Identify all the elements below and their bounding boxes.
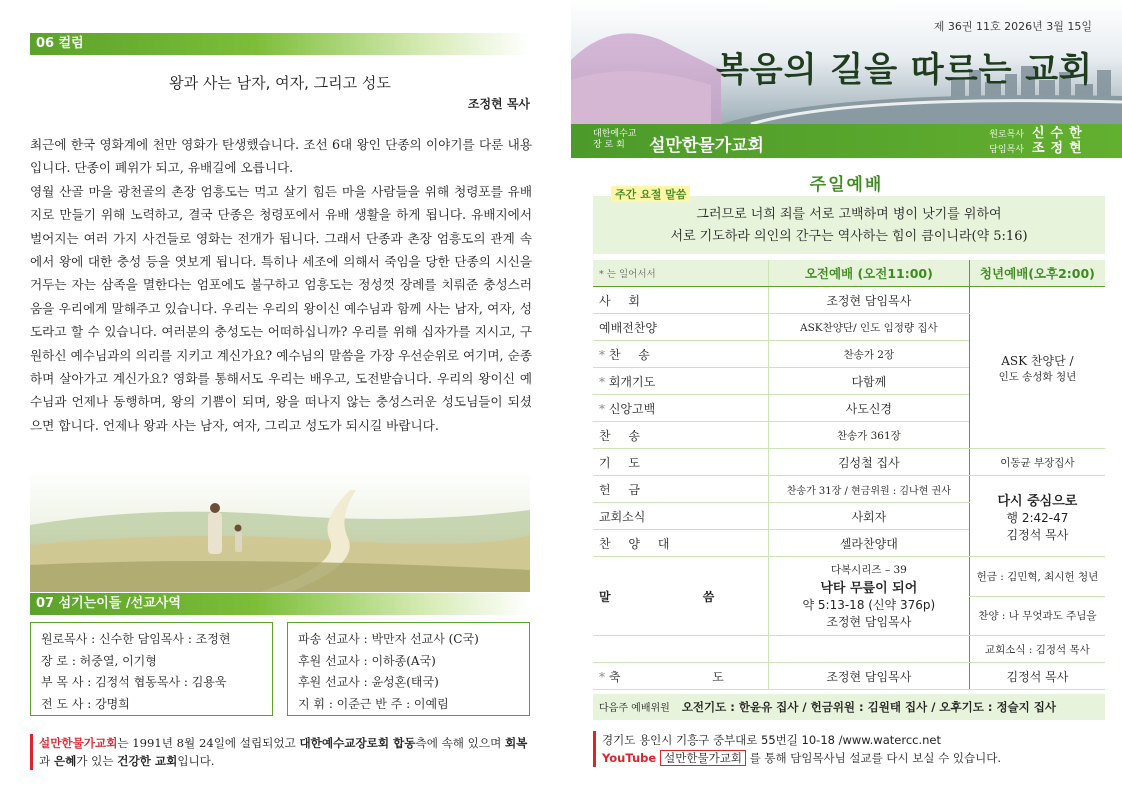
mission-row: 지 휘 : 이준근 반 주 : 이예림 — [298, 696, 449, 711]
staff-row: 전 도 사 : 강명희 — [41, 696, 130, 711]
order-label: 교회소식 — [599, 509, 646, 524]
am-cell: 찬송가 31장 / 현금위원 : 김나현 권사 — [768, 476, 969, 503]
next-week-text: 오전기도 : 한윤유 집사 / 헌금위원 : 김원태 집사 / 오후기도 : 정슬지 집사 — [681, 700, 1056, 714]
church-intro — [30, 734, 530, 770]
pastors — [989, 127, 1092, 157]
intro-text: 는 1991년 8월 24일에 설립되었고 — [117, 736, 300, 750]
order-label: 신앙고백 — [608, 401, 656, 416]
stand-mark: * — [599, 347, 605, 362]
column-title: 왕과 사는 남자, 여자, 그리고 성도 — [169, 74, 391, 92]
denom-line: 대한예수교 — [593, 129, 637, 139]
pm-sermon-preacher: 김정석 목사 — [1006, 527, 1069, 542]
stand-mark: * — [599, 669, 605, 684]
pm-prayer: 이동균 부장집사 — [969, 449, 1105, 476]
am-cell: 김성철 집사 — [768, 449, 969, 476]
next-week-bar — [593, 694, 1105, 720]
order-label: 헌 금 — [599, 482, 647, 497]
verse-label: 주간 요절 말씀 — [611, 186, 690, 202]
pm-line: ASK 찬양단 / — [1001, 353, 1074, 368]
staff-section-header: 07 섬기는이들 /선교사역 — [30, 593, 530, 615]
table-row — [593, 663, 1105, 690]
staff-row: 장 로 : 허중열, 이기형 — [41, 653, 157, 668]
table-row — [593, 449, 1105, 476]
am-cell: 셀라찬양대 — [768, 530, 969, 557]
keyword-restore: 회복 — [504, 736, 528, 750]
column-section-header: 06 컬럼 — [30, 33, 530, 55]
keyword-grace: 은혜 — [53, 754, 77, 768]
intro-text: 가 있는 — [76, 754, 118, 768]
staff-box — [30, 622, 273, 716]
pm-benediction: 김정석 목사 — [969, 663, 1105, 690]
sermon-cell — [768, 557, 969, 636]
sermon-title: 낙타 무릎이 되어 — [820, 581, 918, 596]
pastor-name: 조정현 — [1032, 141, 1088, 156]
pm-offering: 헌금 : 김민혁, 최시헌 청년 — [969, 557, 1105, 597]
next-week-label: 다음주 예배위원 — [599, 703, 670, 714]
order-label: 기 도 — [599, 455, 647, 470]
issue-info: 제 36권 11호 2026년 3월 15일 — [933, 20, 1092, 33]
pm-news: 교회소식 : 김정석 목사 — [969, 636, 1105, 663]
staff-row: 부 목 사 : 김정석 협동목사 : 김용욱 — [41, 675, 227, 689]
youtube-channel-link[interactable]: 설만한물가교회 — [660, 750, 746, 766]
verse-line: 서로 기도하라 의인의 간구는 역사하는 힘이 큼이니라(약 5:16) — [670, 229, 1028, 244]
column-paragraph: 최근에 한국 영화계에 천만 영화가 탄생했습니다. 조선 6대 왕인 단종의 이야기를 다룬 내용입니다. 단종이 폐위가 되고, 유배길에 오릅니다. — [30, 137, 532, 176]
contact-info — [593, 731, 1105, 767]
mission-box — [287, 622, 530, 716]
field-illustration — [30, 470, 530, 592]
church-bar — [571, 124, 1122, 158]
stand-mark: * — [599, 374, 605, 389]
youtube-text: 를 통해 담임목사님 설교를 다시 보실 수 있습니다. — [749, 751, 1002, 765]
address: 경기도 용인시 기흥구 중부대로 55번길 10-18 /www.watercc.net — [602, 733, 941, 747]
column-body — [30, 133, 532, 437]
table-row — [593, 287, 1105, 314]
worship-title: 주일예배 — [809, 175, 884, 195]
order-label: 말 씀 — [599, 589, 759, 604]
column-author: 조정현 목사 — [467, 97, 530, 111]
staff-row: 원로목사 : 신수한 담임목사 : 조정현 — [41, 632, 231, 646]
am-cell: ASK찬양단/ 인도 임정량 집사 — [768, 314, 969, 341]
am-header: 오전예배 (오전11:00) — [768, 260, 969, 287]
denom-line: 장 로 회 — [593, 140, 625, 150]
sermon-series: 다복시리즈 – 39 — [830, 564, 907, 576]
pm-sermon-title: 다시 중심으로 — [997, 493, 1078, 509]
pm-line: 인도 송성화 청년 — [998, 370, 1077, 383]
order-label: 찬 송 — [599, 428, 647, 443]
intro-text: 입니다. — [177, 754, 215, 768]
right-page — [571, 0, 1122, 793]
keyword-healthy: 건강한 교회 — [117, 754, 178, 768]
denomination-label — [593, 129, 636, 151]
am-cell: 다함께 — [768, 368, 969, 395]
table-header — [593, 260, 1105, 287]
church-name: 설만한물가교회 — [649, 136, 764, 156]
column-paragraph: 영월 산골 마을 광천골의 촌장 엄흥도는 먹고 살기 힘든 마을 사람들을 위해 청령포를 유배지로 만들기 위해 노력하고, 결국 단종은 청령포에서 유배 생활을 하게 됩니다. 유배지에서 벌어지는 여러 가지 사건들로 영화는 전개가 됩니다. 그래서 단종과 촌장 엄흥도의 관계 속에서 왕에 대한 충성 등을 엿보게 됩니다. 특히나 세조에 의해서 죽임을 당한 단종의 시신을 거두는 자는 삼족을 멸한다는 엄포에도 불구하고 엄흥도는 정성껏 장례를 치뤄준 충성스러움을 우리에게 말해주고 있습니다. 우리는 우리의 왕이신 예수님과 함께 사는 남자, 여자, 성도라고 할 수 있습니다. 여러분의 충성도는 어떠하십니까? 우리를 위해 십자가를 지시고, 구원하신 예수님과의 의리를 지키고 계신가요? 예수님의 말씀을 가장 우선순위로 여기며, 순종하며 살아가고 계신가요? 영화를 통해서도 우리는 배우고, 도전받습니다. 우리의 왕이신 예수님과 언제나 동행하며, 왕의 기쁨이 되며, 왕을 떠나지 않는 충성스러운 성도님들이 되셨으면 합니다. 언제나 왕과 사는 남자, 여자, 그리고 성도가 되시길 바랍니다. — [30, 183, 532, 433]
pastor-title: 담임목사 — [989, 145, 1024, 155]
am-cell: 찬송가 361장 — [768, 422, 969, 449]
am-cell: 사도신경 — [768, 395, 969, 422]
pm-header: 청년예배(오후2:00) — [969, 260, 1105, 287]
stand-mark: * — [599, 401, 605, 416]
am-cell: 사회자 — [768, 503, 969, 530]
sermon-preacher: 조정현 담임목사 — [826, 615, 912, 629]
table-row — [593, 636, 1105, 663]
sermon-ref: 약 5:13-18 (신약 376p) — [802, 598, 936, 612]
mission-row: 파송 선교사 : 박만자 선교사 (C국) — [298, 632, 479, 646]
order-label: 축 도 — [608, 669, 768, 684]
church-name: 설만한물가교회 — [39, 736, 118, 750]
mission-row: 후원 선교사 : 윤성혼(태국) — [298, 675, 439, 689]
order-label: 사 회 — [599, 293, 647, 308]
pm-praise-song: 찬양 : 나 무엇과도 주님을 — [969, 596, 1105, 636]
pastor-name: 신수한 — [1032, 126, 1088, 141]
order-label: 예배전찬양 — [599, 320, 657, 335]
service-table — [593, 260, 1105, 690]
am-cell: 조정현 담임목사 — [768, 287, 969, 314]
pm-sermon-ref: 행 2:42-47 — [1006, 510, 1069, 525]
table-row — [593, 476, 1105, 503]
mission-row: 후원 선교사 : 이하종(A국) — [298, 653, 436, 668]
youtube-logo-icon: YouTube — [602, 751, 657, 765]
landscape-image — [30, 470, 530, 592]
pm-praise — [969, 287, 1105, 449]
pm-sermon — [969, 476, 1105, 557]
intro-text: 측에 속해 있으며 — [415, 736, 505, 750]
pastor-title: 원로목사 — [989, 130, 1024, 140]
verse-line: 그러므로 너희 죄를 서로 고백하며 병이 낫기를 위하여 — [696, 207, 1002, 222]
stand-note: * 는 일어서서 — [593, 260, 768, 287]
bulletin-title: 복음의 길을 따르는 교회 — [716, 50, 1093, 90]
denomination: 대한예수교장로회 합동 — [299, 736, 416, 750]
order-label: 찬 송 — [608, 347, 657, 362]
am-cell: 찬송가 2장 — [768, 341, 969, 368]
weekly-verse — [593, 196, 1105, 254]
order-label: 찬 양 대 — [599, 536, 677, 551]
am-cell: 조정현 담임목사 — [768, 663, 969, 690]
order-label: 회개기도 — [608, 374, 656, 389]
intro-text: 과 — [39, 754, 54, 768]
